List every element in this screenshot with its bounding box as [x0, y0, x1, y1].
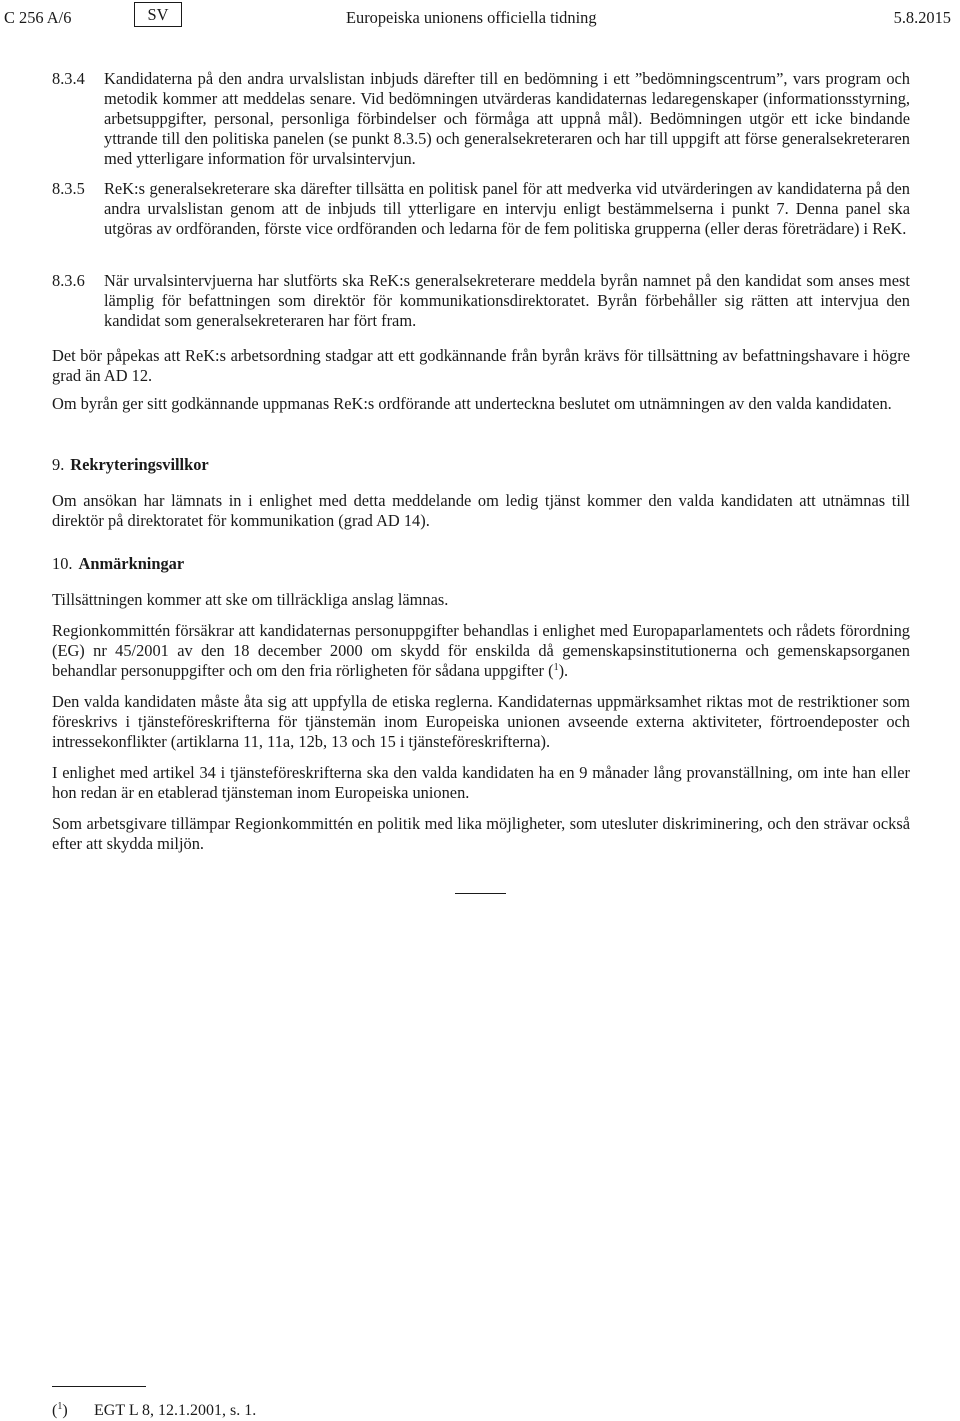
paragraph-number: 8.3.5 [52, 179, 85, 198]
paragraph-arbetsgivare: Som arbetsgivare tillämpar Regionkommittén en politik med lika möjligheter, som utesluter diskriminering, och den strävar också efter att skydda miljön. [52, 814, 910, 853]
section-title: Rekryteringsvillkor [70, 455, 209, 474]
footnote-reference: 1 [553, 662, 559, 673]
paragraph-text: När urvalsintervjuerna har slutförts ska ReK:s generalsekreterare meddela byrån namnet på den kandidat som anses mest lämplig för befattningen som direktör för kommunikationsdirektoratet. Byrån förbehåller sig rätten att intervjua den kandidat som generalsekreteraren har fört fram. [104, 271, 910, 330]
paragraph-8-3-5 [52, 179, 910, 239]
section-number: 9. [52, 455, 65, 474]
section-heading-9 [52, 455, 209, 475]
paragraph-etiska: Den valda kandidaten måste åta sig att uppfylla de etiska reglerna. Kandidaternas uppmärksamhet riktas mot de restriktioner som föreskrivs i tjänsteföreskrifterna för tjänstemän inom Europeiska unionen avseende externa aktiviteter, förtroendeposter och intressekonflikter (artiklarna 11, 11a, 12b, 13 och 15 i tjänsteföreskrifterna). [52, 692, 910, 751]
paragraph-text: ReK:s generalsekreterare ska därefter tillsätta en politisk panel för att medverka vid utvärderingen av kandidaterna på den andra urvalslistan genom att de inbjuds till ytterligare en intervju enligt bestämmelserna i punkt 7. Denna panel ska utgöras av ordföranden, förste vice ordföranden och ledarna för de fem politiska grupperna (eller deras företrädare) i ReK. [104, 179, 910, 238]
section-heading-10 [52, 554, 184, 574]
paragraph-personuppgifter [52, 621, 910, 681]
paragraph-anslag: Tillsättningen kommer att ske om tillräckliga anslag lämnas. [52, 590, 449, 609]
paragraph-8-3-4 [52, 69, 910, 169]
paragraph-8-3-6 [52, 271, 910, 331]
paragraph-rekrytering: Om ansökan har lämnats in i enlighet med detta meddelande om ledig tjänst kommer den valda kandidaten att utnämnas till direktör på direktoratet för kommunikation (grad AD 14). [52, 491, 910, 530]
paragraph-arbetsordning: Det bör påpekas att ReK:s arbetsordning stadgar att ett godkännande från byrån krävs för tillsättning av befattningshavare i högre grad än AD 12. [52, 346, 910, 385]
footnote [52, 1401, 256, 1421]
footnote-separator-rule [52, 1386, 146, 1387]
section-title: Anmärkningar [78, 554, 185, 573]
paragraph-number: 8.3.4 [52, 69, 85, 88]
paragraph-text-end: ). [558, 661, 569, 680]
paragraph-number: 8.3.6 [52, 271, 85, 290]
publication-date: 5.8.2015 [893, 8, 951, 27]
journal-title: Europeiska unionens officiella tidning [346, 8, 597, 27]
paragraph-provanstallning: I enlighet med artikel 34 i tjänsteföreskrifterna ska den valda kandidaten ha en 9 månader lång provanställning, om inte han eller hon redan är en etablerad tjänsteman inom Europeiska unionen. [52, 763, 910, 802]
footnote-text: EGT L 8, 12.1.2001, s. 1. [94, 1402, 257, 1419]
issue-number: C 256 A/6 [4, 8, 72, 27]
section-number: 10. [52, 554, 73, 573]
paragraph-text: Regionkommittén försäkrar att kandidaternas personuppgifter behandlas i enlighet med Europaparlamentets och rådets förordning (EG) nr 45/2001 av den 18 december 2000 om skydd för enskilda då gemenskapsinstitutionerna och gemenskapsorganen behandlar personuppgifter och om den fria rörligheten för sådana uppgifter ( [52, 621, 910, 680]
paragraph-godkannande: Om byrån ger sitt godkännande uppmanas ReK:s ordförande att underteckna beslutet om utnämningen av den valda kandidaten. [52, 394, 892, 413]
end-of-text-rule [455, 893, 506, 894]
footnote-marker: ($^1$) [52, 1401, 68, 1419]
paragraph-text: Kandidaterna på den andra urvalslistan inbjuds därefter till en bedömning i ett ”bedömningscentrum”, vars program och metodik kommer att meddelas senare. Vid bedömningen utvärderas kandidaternas ledaregenskaper (informationsstyrning, arbetsuppgifter, personal, personliga förbindelser och förmåga att uppnå mål). Bedömningen utgör ett icke bindande yttrande till den politiska panelen (se punkt 8.3.5) och generalsekreteraren och har till uppgift att förse generalsekreteraren med ytterligare information för urvalsintervjun. [104, 69, 910, 168]
language-code-box: SV [134, 2, 182, 27]
